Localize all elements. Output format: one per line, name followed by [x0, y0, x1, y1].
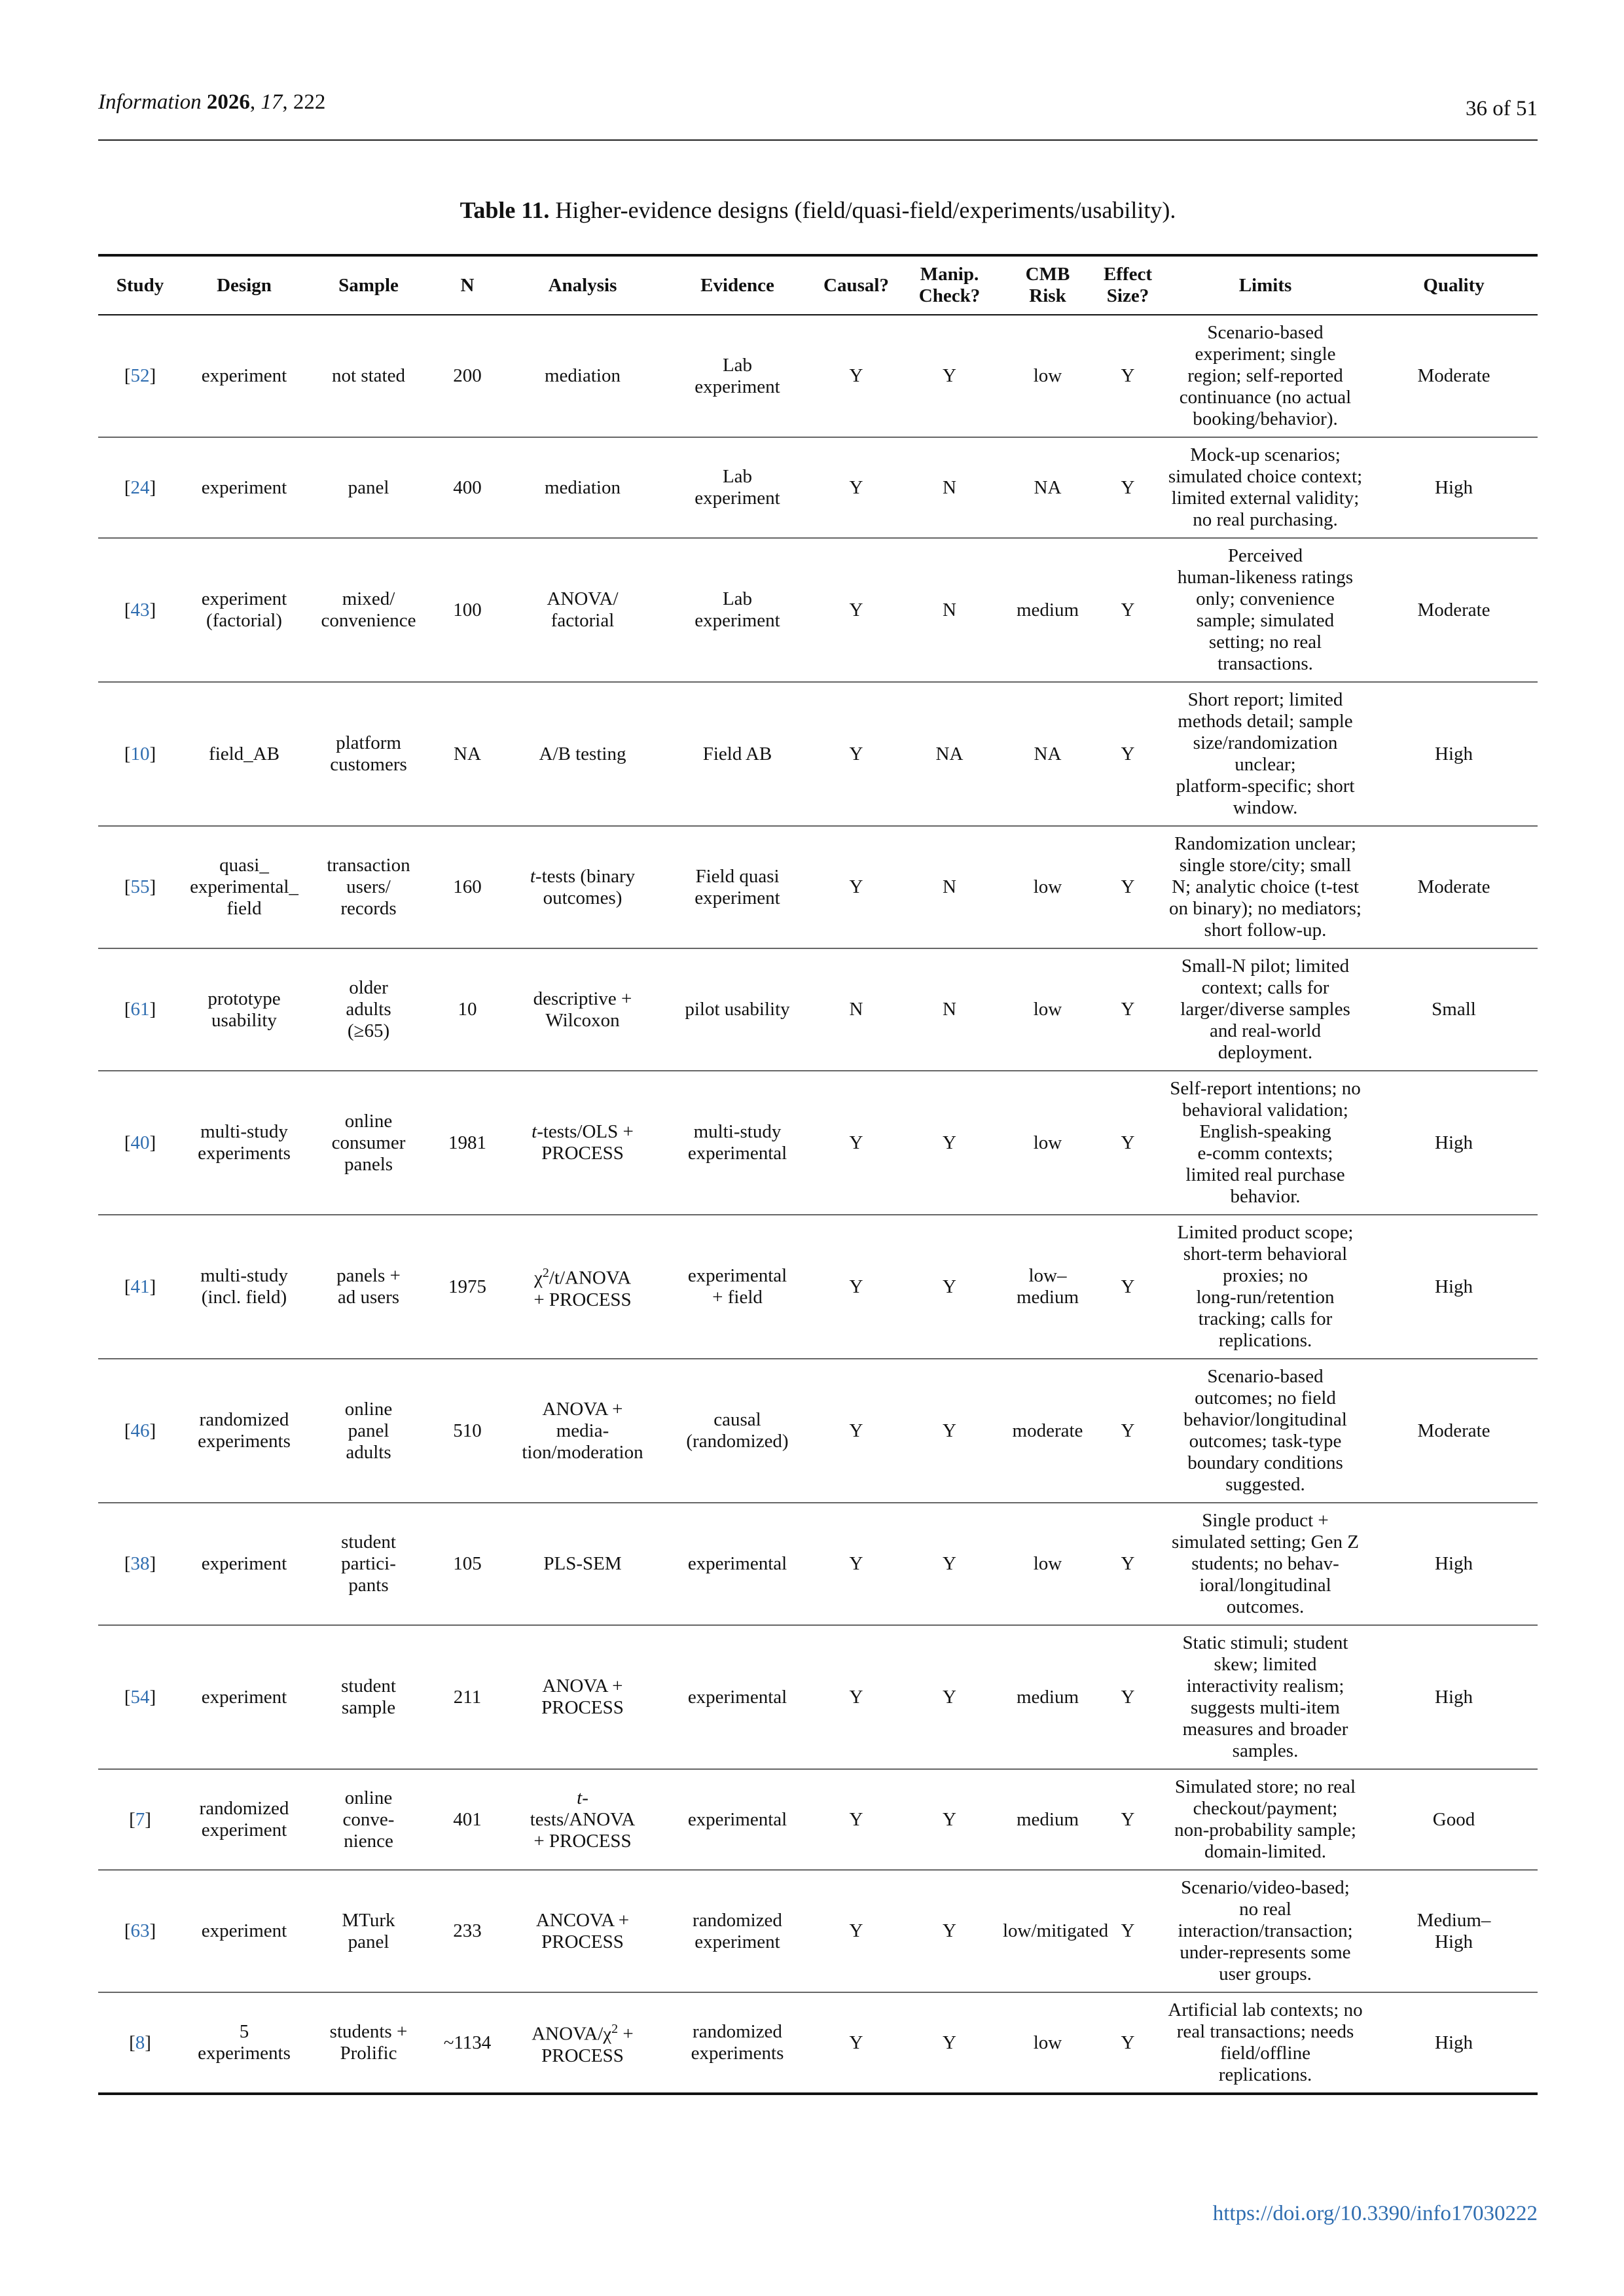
- evidence-cell: experimental: [687, 1686, 787, 1708]
- quality-cell: High: [1435, 476, 1473, 498]
- analysis-cell: [504, 826, 661, 948]
- evidence-cell: Lab experiment: [695, 466, 780, 509]
- analysis-text: /t/ANOVA + PROCESS: [533, 1267, 632, 1310]
- analysis-text: ANOVA + PROCESS: [541, 1676, 624, 1718]
- design-cell: 5 experiments: [198, 2021, 291, 2064]
- sample-cell: online consumer panels: [331, 1110, 406, 1175]
- manip-cell: Y: [943, 2032, 956, 2053]
- column-header: Limits: [1238, 274, 1292, 296]
- sample-cell: older adults (≥65): [346, 977, 391, 1041]
- chi-symbol: χ: [603, 2023, 612, 2045]
- quality-cell: Moderate: [1417, 599, 1490, 620]
- analysis-text: ANOVA + media- tion/moderation: [522, 1398, 643, 1463]
- manip-cell: N: [943, 476, 956, 498]
- sample-cell: online panel adults: [344, 1398, 393, 1463]
- sample-cell: online conve- nience: [342, 1787, 395, 1852]
- limits-cell: Limited product scope; short-term behavioral proxies; no long-run/retention tracking; calls for replications.: [1177, 1222, 1354, 1351]
- limits-cell: Simulated store; no real checkout/payment; non-probability sample; domain-limited.: [1174, 1776, 1356, 1862]
- analysis-italic: t: [532, 1121, 537, 1142]
- cmb-cell: NA: [1034, 743, 1062, 764]
- citation-link[interactable]: 38: [130, 1553, 150, 1574]
- sample-cell: student partici- pants: [341, 1532, 396, 1596]
- quality-cell: Good: [1432, 1808, 1475, 1830]
- evidence-cell: multi-study experimental: [687, 1121, 787, 1164]
- manip-cell: Y: [943, 1808, 956, 1830]
- effect-cell: Y: [1121, 365, 1135, 386]
- quality-cell: High: [1435, 2032, 1473, 2053]
- study-cell: [38]: [124, 1553, 156, 1574]
- design-cell: experiment: [201, 1920, 287, 1941]
- effect-cell: Y: [1121, 599, 1135, 620]
- manip-cell: Y: [943, 1420, 956, 1441]
- analysis-cell: [504, 682, 661, 826]
- n-cell: 100: [453, 599, 482, 620]
- causal-cell: Y: [849, 365, 863, 386]
- quality-cell: Moderate: [1417, 876, 1490, 897]
- limits-cell: Static stimuli; student skew; limited interactivity realism; suggests multi-item measures and broader samples.: [1182, 1632, 1348, 1761]
- analysis-cell: [504, 1359, 661, 1503]
- column-header: Causal?: [823, 274, 889, 296]
- evidence-cell: Lab experiment: [695, 354, 780, 397]
- n-cell: NA: [454, 743, 481, 764]
- causal-cell: Y: [849, 1808, 863, 1830]
- quality-cell: Moderate: [1417, 1420, 1490, 1441]
- journal-year: 2026: [206, 90, 250, 114]
- cmb-cell: low: [1033, 999, 1062, 1020]
- sample-cell: student sample: [341, 1676, 396, 1718]
- cmb-cell: medium: [1016, 599, 1079, 620]
- cmb-cell: low: [1033, 1132, 1062, 1153]
- manip-cell: Y: [943, 365, 956, 386]
- n-cell: 1981: [448, 1132, 486, 1153]
- table-title: Higher-evidence designs (field/quasi-field/experiments/usability).: [555, 197, 1176, 223]
- sample-cell: panel: [348, 476, 389, 498]
- analysis-cell: [504, 1503, 661, 1625]
- doi-link[interactable]: https://doi.org/10.3390/info17030222: [1212, 2202, 1538, 2225]
- quality-cell: High: [1435, 1686, 1473, 1708]
- analysis-cell: [504, 1769, 661, 1870]
- column-header: N: [460, 274, 475, 296]
- analysis-text: -tests (binary outcomes): [535, 865, 636, 908]
- analysis-text: - tests/ANOVA + PROCESS: [530, 1787, 636, 1852]
- study-cell: [54]: [124, 1686, 156, 1708]
- effect-cell: Y: [1121, 1808, 1135, 1830]
- analysis-italic: t: [577, 1787, 583, 1808]
- sample-cell: panels + ad users: [336, 1265, 401, 1308]
- table-row: [98, 1215, 1538, 1359]
- study-cell: [52]: [124, 365, 156, 386]
- analysis-text: descriptive + Wilcoxon: [533, 988, 632, 1031]
- causal-cell: Y: [849, 1132, 863, 1153]
- effect-cell: Y: [1121, 1276, 1135, 1297]
- evidence-cell: experimental: [687, 1553, 787, 1574]
- table-header-row: [98, 255, 1538, 315]
- analysis-prefix: ANOVA/: [532, 2023, 604, 2045]
- column-header: Study: [116, 274, 164, 296]
- cmb-cell: moderate: [1012, 1420, 1083, 1441]
- analysis-cell: [504, 948, 661, 1071]
- study-cell: [7]: [129, 1808, 151, 1830]
- citation-link[interactable]: 63: [130, 1920, 150, 1941]
- study-cell: [61]: [124, 999, 156, 1020]
- analysis-text: mediation: [545, 476, 621, 498]
- analysis-text: -tests/OLS + PROCESS: [537, 1121, 634, 1164]
- causal-cell: Y: [849, 743, 863, 764]
- journal-volume: 17: [261, 90, 283, 114]
- table-row: [98, 1071, 1538, 1215]
- citation-link[interactable]: 8: [135, 2032, 145, 2053]
- column-header: Evidence: [700, 274, 774, 296]
- effect-cell: Y: [1121, 743, 1135, 764]
- design-cell: quasi_ experimental_ field: [190, 855, 298, 919]
- n-cell: 105: [453, 1553, 482, 1574]
- quality-cell: Moderate: [1417, 365, 1490, 386]
- citation-link[interactable]: 7: [135, 1808, 145, 1830]
- sample-cell: transaction users/ records: [327, 855, 410, 919]
- column-header: CMB Risk: [1025, 264, 1070, 306]
- causal-cell: Y: [849, 599, 863, 620]
- evidence-cell: experimental + field: [687, 1265, 787, 1308]
- study-cell: [55]: [124, 876, 156, 897]
- quality-cell: Small: [1432, 999, 1476, 1020]
- table-row: [98, 1769, 1538, 1870]
- n-cell: 510: [453, 1420, 482, 1441]
- analysis-cell: [504, 1625, 661, 1769]
- manip-cell: N: [943, 599, 956, 620]
- chi-exponent: 2: [611, 2022, 619, 2037]
- sample-cell: not stated: [332, 365, 405, 386]
- cmb-cell: medium: [1016, 1686, 1079, 1708]
- manip-cell: Y: [943, 1553, 956, 1574]
- article-number: 222: [293, 90, 326, 114]
- causal-cell: Y: [849, 1420, 863, 1441]
- cmb-cell: NA: [1034, 476, 1062, 498]
- n-cell: 160: [453, 876, 482, 897]
- citation-link[interactable]: 46: [130, 1420, 150, 1441]
- table-row: [98, 538, 1538, 682]
- citation-link[interactable]: 24: [130, 476, 150, 498]
- citation-link[interactable]: 55: [130, 876, 150, 897]
- evidence-cell: causal (randomized): [686, 1409, 789, 1452]
- column-header: Manip. Check?: [918, 264, 981, 306]
- table-row: [98, 1503, 1538, 1625]
- quality-cell: High: [1435, 1276, 1473, 1297]
- manip-cell: Y: [943, 1276, 956, 1297]
- table-row: [98, 948, 1538, 1071]
- limits-cell: Small-N pilot; limited context; calls for larger/diverse samples and real-world deployment.: [1180, 956, 1350, 1063]
- citation-link[interactable]: 40: [130, 1132, 150, 1153]
- sample-cell: students + Prolific: [329, 2021, 408, 2064]
- limits-cell: Short report; limited methods detail; sample size/randomization unclear; platform-specific; short window.: [1176, 689, 1355, 818]
- analysis-text: A/B testing: [539, 743, 626, 764]
- study-cell: [40]: [124, 1132, 156, 1153]
- chi-symbol: χ: [533, 1267, 543, 1289]
- effect-cell: Y: [1121, 1553, 1135, 1574]
- limits-cell: Self-report intentions; no behavioral validation; English-speaking e-comm contexts; limited real purchase behavior.: [1170, 1078, 1361, 1207]
- table-row: [98, 315, 1538, 437]
- study-cell: [43]: [124, 599, 156, 620]
- column-header: Quality: [1423, 274, 1485, 296]
- citation-link[interactable]: 52: [130, 365, 150, 386]
- evidence-cell: Field quasi experiment: [695, 865, 780, 908]
- citation-link[interactable]: 43: [130, 599, 150, 620]
- analysis-cell: [504, 1215, 661, 1359]
- evidence-cell: Field AB: [702, 743, 772, 764]
- design-cell: field_AB: [209, 743, 280, 764]
- journal-name: Information: [98, 90, 202, 114]
- n-cell: 10: [458, 999, 477, 1020]
- evidence-cell: Lab experiment: [695, 588, 780, 631]
- cmb-cell: low/mitigated: [1003, 1920, 1109, 1941]
- table-label: Table 11.: [460, 197, 550, 223]
- effect-cell: Y: [1121, 876, 1135, 897]
- column-header: Effect Size?: [1103, 264, 1153, 306]
- study-cell: [41]: [124, 1276, 156, 1297]
- quality-cell: High: [1435, 1553, 1473, 1574]
- table-row: [98, 437, 1538, 538]
- quality-cell: High: [1435, 1132, 1473, 1153]
- table-row: [98, 682, 1538, 826]
- evidence-cell: randomized experiment: [693, 1909, 782, 1952]
- manip-cell: NA: [935, 743, 964, 764]
- limits-cell: Randomization unclear; single store/city; small N; analytic choice (t-test on binary); no mediators; short follow-up.: [1169, 833, 1362, 941]
- limits-cell: Perceived human-likeness ratings only; convenience sample; simulated setting; no real transactions.: [1177, 545, 1354, 674]
- limits-cell: Scenario-based experiment; single region; self-reported continuance (no actual booking/behavior).: [1179, 322, 1352, 429]
- limits-cell: Scenario/video-based; no real interaction/transaction; under-represents some user groups.: [1178, 1877, 1353, 1984]
- design-cell: multi-study experiments: [198, 1121, 291, 1164]
- n-cell: 401: [453, 1808, 482, 1830]
- evidence-table: [98, 254, 1538, 2095]
- table-caption: [98, 196, 1538, 224]
- n-cell: 1975: [448, 1276, 486, 1297]
- table-row: [98, 826, 1538, 948]
- causal-cell: Y: [849, 2032, 863, 2053]
- study-cell: [10]: [124, 743, 156, 764]
- sample-cell: platform customers: [330, 732, 407, 775]
- design-cell: experiment: [201, 476, 287, 498]
- analysis-text: ANCOVA + PROCESS: [535, 1909, 630, 1952]
- causal-cell: Y: [849, 476, 863, 498]
- limits-cell: Scenario-based outcomes; no field behavior/longitudinal outcomes; task-type boundary conditions suggested.: [1183, 1366, 1347, 1495]
- citation-link[interactable]: 41: [130, 1276, 150, 1297]
- design-cell: experiment: [201, 1686, 287, 1708]
- sample-cell: MTurk panel: [342, 1909, 395, 1952]
- quality-cell: Medium– High: [1416, 1909, 1491, 1952]
- effect-cell: Y: [1121, 999, 1135, 1020]
- causal-cell: Y: [849, 1276, 863, 1297]
- analysis-text: PLS-SEM: [543, 1553, 622, 1574]
- citation-link[interactable]: 54: [130, 1686, 150, 1708]
- citation-link[interactable]: 10: [130, 743, 150, 764]
- effect-cell: Y: [1121, 1420, 1135, 1441]
- cmb-cell: low: [1033, 365, 1062, 386]
- table-row: [98, 1625, 1538, 1769]
- analysis-cell: [504, 437, 661, 538]
- manip-cell: Y: [943, 1132, 956, 1153]
- causal-cell: Y: [849, 876, 863, 897]
- evidence-cell: randomized experiments: [691, 2021, 784, 2064]
- design-cell: experiment: [201, 1553, 287, 1574]
- cmb-cell: low– medium: [1016, 1265, 1079, 1308]
- analysis-text: ANOVA/ factorial: [547, 588, 619, 631]
- cmb-cell: low: [1033, 876, 1062, 897]
- analysis-italic: t: [530, 865, 535, 887]
- quality-cell: High: [1435, 743, 1473, 764]
- study-cell: [46]: [124, 1420, 156, 1441]
- manip-cell: Y: [943, 1920, 956, 1941]
- cmb-cell: medium: [1016, 1808, 1079, 1830]
- header-rule: [98, 139, 1538, 141]
- table-row: [98, 1870, 1538, 1992]
- column-header: Design: [217, 274, 272, 296]
- analysis-cell: [504, 315, 661, 437]
- design-cell: randomized experiment: [199, 1798, 289, 1840]
- n-cell: 233: [453, 1920, 482, 1941]
- table-row: [98, 1359, 1538, 1503]
- limits-cell: Artificial lab contexts; no real transactions; needs field/offline replications.: [1168, 2000, 1363, 2085]
- n-cell: 400: [453, 476, 482, 498]
- n-cell: ~1134: [443, 2032, 492, 2053]
- citation-link[interactable]: 61: [130, 999, 150, 1020]
- effect-cell: Y: [1121, 2032, 1135, 2053]
- page-number: 36 of 51: [1466, 97, 1538, 120]
- study-cell: [8]: [129, 2032, 151, 2053]
- study-cell: [24]: [124, 476, 156, 498]
- limits-cell: Single product + simulated setting; Gen Z students; no behav- ioral/longitudinal outcomes.: [1172, 1510, 1359, 1617]
- evidence-cell: pilot usability: [685, 999, 790, 1020]
- design-cell: randomized experiments: [198, 1409, 291, 1452]
- table-row: [98, 1992, 1538, 2094]
- running-header: Information 2026, 17, 222: [98, 90, 326, 114]
- design-cell: experiment: [201, 365, 287, 386]
- sample-cell: mixed/ convenience: [321, 588, 416, 631]
- study-cell: [63]: [124, 1920, 156, 1941]
- cmb-cell: low: [1033, 2032, 1062, 2053]
- effect-cell: Y: [1121, 1132, 1135, 1153]
- column-header: Analysis: [548, 274, 617, 296]
- effect-cell: Y: [1121, 1920, 1135, 1941]
- effect-cell: Y: [1121, 1686, 1135, 1708]
- limits-cell: Mock-up scenarios; simulated choice context; limited external validity; no real purchasing.: [1168, 444, 1363, 530]
- cmb-cell: low: [1033, 1553, 1062, 1574]
- chi-exponent: 2: [542, 1266, 549, 1281]
- n-cell: 211: [453, 1686, 482, 1708]
- effect-cell: Y: [1121, 476, 1135, 498]
- causal-cell: Y: [849, 1686, 863, 1708]
- design-cell: experiment (factorial): [201, 588, 287, 631]
- analysis-cell: [504, 538, 661, 682]
- analysis-text: mediation: [545, 365, 621, 386]
- design-cell: prototype usability: [208, 988, 281, 1031]
- manip-cell: Y: [943, 1686, 956, 1708]
- manip-cell: N: [943, 999, 956, 1020]
- analysis-cell: [504, 1071, 661, 1215]
- evidence-cell: experimental: [687, 1808, 787, 1830]
- n-cell: 200: [453, 365, 482, 386]
- causal-cell: Y: [849, 1920, 863, 1941]
- causal-cell: N: [849, 999, 863, 1020]
- analysis-cell: [504, 1870, 661, 1992]
- analysis-text: + PROCESS: [541, 2023, 634, 2066]
- manip-cell: N: [943, 876, 956, 897]
- column-header: Sample: [338, 274, 399, 296]
- analysis-cell: [504, 1992, 661, 2094]
- design-cell: multi-study (incl. field): [200, 1265, 288, 1308]
- causal-cell: Y: [849, 1553, 863, 1574]
- table-body: [98, 315, 1538, 2094]
